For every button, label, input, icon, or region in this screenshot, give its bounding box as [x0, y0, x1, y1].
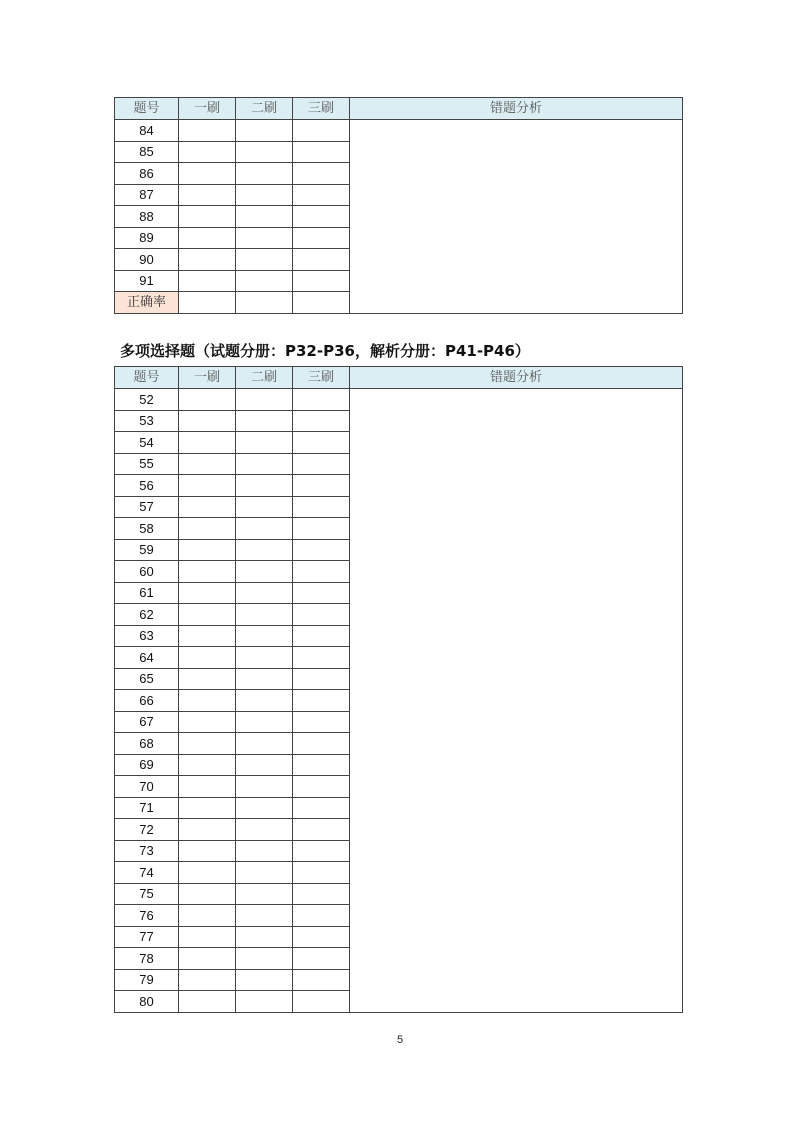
third-pass-cell[interactable] — [293, 840, 350, 862]
second-pass-cell[interactable] — [236, 432, 293, 454]
first-pass-cell[interactable] — [179, 582, 236, 604]
second-pass-cell[interactable] — [236, 141, 293, 163]
header-second-pass: 二刷 — [236, 98, 293, 120]
question-number: 53 — [115, 410, 179, 432]
first-pass-cell[interactable] — [179, 840, 236, 862]
second-pass-cell[interactable] — [236, 819, 293, 841]
question-number: 55 — [115, 453, 179, 475]
question-number: 84 — [115, 120, 179, 142]
first-pass-cell[interactable] — [179, 776, 236, 798]
question-number: 57 — [115, 496, 179, 518]
first-pass-cell[interactable] — [179, 432, 236, 454]
first-pass-cell[interactable] — [179, 249, 236, 271]
first-pass-cell[interactable] — [179, 120, 236, 142]
header-first-pass: 一刷 — [179, 98, 236, 120]
third-pass-cell[interactable] — [293, 690, 350, 712]
third-pass-cell[interactable] — [293, 475, 350, 497]
second-pass-cell[interactable] — [236, 206, 293, 228]
question-number: 66 — [115, 690, 179, 712]
first-pass-cell[interactable] — [179, 668, 236, 690]
first-pass-cell[interactable] — [179, 733, 236, 755]
first-pass-cell[interactable] — [179, 690, 236, 712]
second-pass-cell[interactable] — [236, 561, 293, 583]
header-third-pass: 三刷 — [293, 367, 350, 389]
question-number: 65 — [115, 668, 179, 690]
first-pass-cell[interactable] — [179, 991, 236, 1013]
question-number: 77 — [115, 926, 179, 948]
third-pass-cell[interactable] — [293, 227, 350, 249]
first-pass-cell[interactable] — [179, 711, 236, 733]
question-number: 86 — [115, 163, 179, 185]
third-pass-cell[interactable] — [293, 141, 350, 163]
third-pass-cell[interactable] — [293, 539, 350, 561]
question-number: 78 — [115, 948, 179, 970]
first-pass-cell[interactable] — [179, 227, 236, 249]
third-pass-cell[interactable] — [293, 754, 350, 776]
third-pass-cell[interactable] — [293, 926, 350, 948]
first-pass-cell[interactable] — [179, 948, 236, 970]
table-header-row — [115, 367, 683, 389]
question-number: 80 — [115, 991, 179, 1013]
second-pass-cell[interactable] — [236, 184, 293, 206]
third-pass-cell[interactable] — [293, 410, 350, 432]
first-pass-cell[interactable] — [179, 163, 236, 185]
question-number: 62 — [115, 604, 179, 626]
first-pass-cell[interactable] — [179, 754, 236, 776]
third-pass-cell[interactable] — [293, 991, 350, 1013]
third-pass-cell[interactable] — [293, 184, 350, 206]
header-analysis: 错题分析 — [350, 98, 683, 120]
second-pass-cell[interactable] — [236, 862, 293, 884]
question-number: 64 — [115, 647, 179, 669]
second-pass-cell[interactable] — [236, 647, 293, 669]
second-pass-cell[interactable] — [236, 604, 293, 626]
third-pass-cell[interactable] — [293, 733, 350, 755]
section-title: 多项选择题（试题分册：P32-P36，解析分册：P41-P46） — [120, 342, 530, 360]
question-number: 70 — [115, 776, 179, 798]
first-pass-cell[interactable] — [179, 141, 236, 163]
accuracy-label: 正确率 — [115, 292, 179, 314]
question-number: 58 — [115, 518, 179, 540]
question-number: 63 — [115, 625, 179, 647]
first-pass-cell[interactable] — [179, 561, 236, 583]
third-pass-cell[interactable] — [293, 270, 350, 292]
first-pass-cell[interactable] — [179, 389, 236, 411]
second-pass-cell[interactable] — [236, 292, 293, 314]
third-pass-cell[interactable] — [293, 711, 350, 733]
first-pass-cell[interactable] — [179, 969, 236, 991]
first-pass-cell[interactable] — [179, 625, 236, 647]
second-pass-cell[interactable] — [236, 690, 293, 712]
first-pass-cell[interactable] — [179, 862, 236, 884]
question-number: 88 — [115, 206, 179, 228]
second-pass-cell[interactable] — [236, 120, 293, 142]
header-second-pass: 二刷 — [236, 367, 293, 389]
third-pass-cell[interactable] — [293, 797, 350, 819]
first-pass-cell[interactable] — [179, 206, 236, 228]
header-number: 题号 — [115, 98, 179, 120]
question-number: 89 — [115, 227, 179, 249]
table-header-row — [115, 98, 683, 120]
answer-table-single — [114, 97, 683, 314]
question-number: 69 — [115, 754, 179, 776]
question-number: 74 — [115, 862, 179, 884]
question-number: 68 — [115, 733, 179, 755]
question-number: 72 — [115, 819, 179, 841]
second-pass-cell[interactable] — [236, 453, 293, 475]
second-pass-cell[interactable] — [236, 754, 293, 776]
question-number: 79 — [115, 969, 179, 991]
second-pass-cell[interactable] — [236, 163, 293, 185]
third-pass-cell[interactable] — [293, 163, 350, 185]
second-pass-cell[interactable] — [236, 249, 293, 271]
second-pass-cell[interactable] — [236, 389, 293, 411]
answer-table-multiple — [114, 366, 683, 1013]
header-third-pass: 三刷 — [293, 98, 350, 120]
second-pass-cell[interactable] — [236, 711, 293, 733]
third-pass-cell[interactable] — [293, 453, 350, 475]
third-pass-cell[interactable] — [293, 561, 350, 583]
third-pass-cell[interactable] — [293, 292, 350, 314]
question-number: 90 — [115, 249, 179, 271]
second-pass-cell[interactable] — [236, 410, 293, 432]
third-pass-cell[interactable] — [293, 604, 350, 626]
question-number: 76 — [115, 905, 179, 927]
third-pass-cell[interactable] — [293, 625, 350, 647]
third-pass-cell[interactable] — [293, 883, 350, 905]
first-pass-cell[interactable] — [179, 410, 236, 432]
first-pass-cell[interactable] — [179, 496, 236, 518]
third-pass-cell[interactable] — [293, 249, 350, 271]
table-body — [115, 389, 683, 1013]
third-pass-cell[interactable] — [293, 389, 350, 411]
first-pass-cell[interactable] — [179, 475, 236, 497]
second-pass-cell[interactable] — [236, 475, 293, 497]
page-number: 5 — [396, 1034, 404, 1046]
second-pass-cell[interactable] — [236, 948, 293, 970]
second-pass-cell[interactable] — [236, 496, 293, 518]
first-pass-cell[interactable] — [179, 883, 236, 905]
third-pass-cell[interactable] — [293, 969, 350, 991]
second-pass-cell[interactable] — [236, 227, 293, 249]
question-number: 87 — [115, 184, 179, 206]
second-pass-cell[interactable] — [236, 991, 293, 1013]
first-pass-cell[interactable] — [179, 647, 236, 669]
first-pass-cell[interactable] — [179, 905, 236, 927]
second-pass-cell[interactable] — [236, 668, 293, 690]
question-number: 56 — [115, 475, 179, 497]
third-pass-cell[interactable] — [293, 862, 350, 884]
third-pass-cell[interactable] — [293, 120, 350, 142]
question-number: 52 — [115, 389, 179, 411]
third-pass-cell[interactable] — [293, 905, 350, 927]
second-pass-cell[interactable] — [236, 625, 293, 647]
second-pass-cell[interactable] — [236, 926, 293, 948]
third-pass-cell[interactable] — [293, 582, 350, 604]
third-pass-cell[interactable] — [293, 647, 350, 669]
header-number: 题号 — [115, 367, 179, 389]
table-body — [115, 120, 683, 314]
third-pass-cell[interactable] — [293, 819, 350, 841]
question-number: 73 — [115, 840, 179, 862]
second-pass-cell[interactable] — [236, 905, 293, 927]
question-number: 91 — [115, 270, 179, 292]
question-number: 67 — [115, 711, 179, 733]
first-pass-cell[interactable] — [179, 797, 236, 819]
second-pass-cell[interactable] — [236, 797, 293, 819]
question-number: 54 — [115, 432, 179, 454]
question-number: 59 — [115, 539, 179, 561]
error-analysis-cell[interactable] — [350, 389, 683, 1013]
question-number: 61 — [115, 582, 179, 604]
error-analysis-cell[interactable] — [350, 120, 683, 314]
third-pass-cell[interactable] — [293, 206, 350, 228]
question-number: 71 — [115, 797, 179, 819]
second-pass-cell[interactable] — [236, 518, 293, 540]
question-number: 60 — [115, 561, 179, 583]
second-pass-cell[interactable] — [236, 539, 293, 561]
table-row — [115, 120, 683, 142]
first-pass-cell[interactable] — [179, 604, 236, 626]
third-pass-cell[interactable] — [293, 496, 350, 518]
second-pass-cell[interactable] — [236, 969, 293, 991]
first-pass-cell[interactable] — [179, 926, 236, 948]
third-pass-cell[interactable] — [293, 432, 350, 454]
third-pass-cell[interactable] — [293, 518, 350, 540]
third-pass-cell[interactable] — [293, 668, 350, 690]
question-number: 85 — [115, 141, 179, 163]
first-pass-cell[interactable] — [179, 292, 236, 314]
first-pass-cell[interactable] — [179, 518, 236, 540]
second-pass-cell[interactable] — [236, 733, 293, 755]
second-pass-cell[interactable] — [236, 582, 293, 604]
first-pass-cell[interactable] — [179, 184, 236, 206]
first-pass-cell[interactable] — [179, 539, 236, 561]
table-row — [115, 389, 683, 411]
second-pass-cell[interactable] — [236, 776, 293, 798]
first-pass-cell[interactable] — [179, 819, 236, 841]
second-pass-cell[interactable] — [236, 883, 293, 905]
header-first-pass: 一刷 — [179, 367, 236, 389]
first-pass-cell[interactable] — [179, 453, 236, 475]
third-pass-cell[interactable] — [293, 948, 350, 970]
second-pass-cell[interactable] — [236, 270, 293, 292]
third-pass-cell[interactable] — [293, 776, 350, 798]
second-pass-cell[interactable] — [236, 840, 293, 862]
question-number: 75 — [115, 883, 179, 905]
first-pass-cell[interactable] — [179, 270, 236, 292]
header-analysis: 错题分析 — [350, 367, 683, 389]
